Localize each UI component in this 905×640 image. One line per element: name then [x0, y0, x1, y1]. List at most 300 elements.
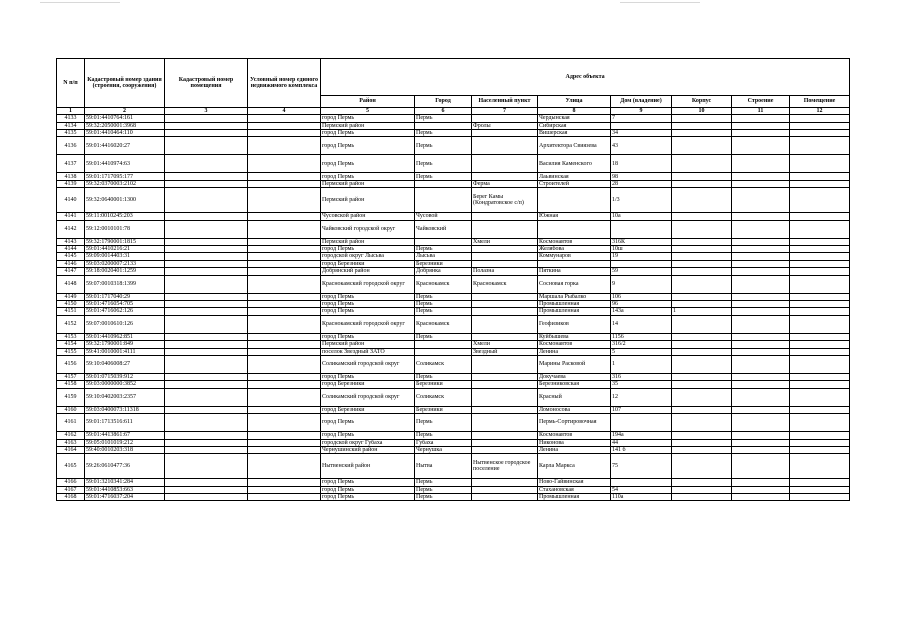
conditional-number-cell: [248, 454, 321, 479]
locality-cell: [472, 439, 538, 446]
conditional-number-cell: [248, 137, 321, 155]
korpus-cell: [672, 355, 732, 373]
city-cell: Чусовой: [415, 213, 472, 220]
korpus-cell: [672, 268, 732, 275]
col-number: 11: [732, 108, 790, 115]
objects-table: [56, 58, 850, 501]
table-row: [57, 213, 850, 220]
pomeshchenie-cell: [790, 180, 850, 187]
room-cadastral-number-cell: [165, 373, 248, 380]
locality-cell: [472, 173, 538, 180]
cadastral-number-cell: 59:32:1790001:849: [85, 341, 165, 348]
pomeshchenie-cell: [790, 260, 850, 267]
cadastral-number-cell: 59:01:4410764:161: [85, 115, 165, 122]
house-cell: 107: [611, 406, 672, 413]
row-number-cell: 4139: [57, 180, 85, 187]
locality-cell: [472, 373, 538, 380]
conditional-number-cell: [248, 341, 321, 348]
district-cell: город Березники: [321, 381, 415, 388]
row-number-cell: 4148: [57, 275, 85, 293]
house-cell: [611, 122, 672, 129]
table-row: [57, 388, 850, 406]
district-cell: городской округ Губаха: [321, 439, 415, 446]
locality-cell: Полазна: [472, 268, 538, 275]
korpus-cell: [672, 220, 732, 238]
stroenie-cell: [732, 293, 790, 300]
stroenie-cell: [732, 155, 790, 173]
stroenie-cell: [732, 406, 790, 413]
room-cadastral-number-cell: [165, 341, 248, 348]
district-cell: Добрянский район: [321, 268, 415, 275]
street-cell: Космонавтов: [538, 341, 611, 348]
col-header-house: Дом (владение): [611, 96, 672, 108]
col-header-pomeshchenie: Помещение: [790, 96, 850, 108]
city-cell: Соликамск: [415, 355, 472, 373]
stroenie-cell: [732, 333, 790, 340]
table-row: [57, 315, 850, 333]
house-cell: 1156: [611, 333, 672, 340]
street-cell: Сосновая горка: [538, 275, 611, 293]
table-row: [57, 115, 850, 122]
col-number: 10: [672, 108, 732, 115]
room-cadastral-number-cell: [165, 300, 248, 307]
house-cell: 106: [611, 293, 672, 300]
room-cadastral-number-cell: [165, 381, 248, 388]
house-cell: [611, 260, 672, 267]
cadastral-number-cell: 59:01:4416020:27: [85, 137, 165, 155]
room-cadastral-number-cell: [165, 213, 248, 220]
row-number-cell: 4143: [57, 238, 85, 245]
col-header-stroenie: Строение: [732, 96, 790, 108]
room-cadastral-number-cell: [165, 155, 248, 173]
house-cell: 194а: [611, 432, 672, 439]
row-number-cell: 4168: [57, 494, 85, 501]
district-cell: город Пермь: [321, 308, 415, 315]
korpus-cell: [672, 173, 732, 180]
room-cadastral-number-cell: [165, 432, 248, 439]
locality-cell: [472, 308, 538, 315]
locality-cell: [472, 333, 538, 340]
house-cell: 9: [611, 275, 672, 293]
city-cell: Добрянка: [415, 268, 472, 275]
room-cadastral-number-cell: [165, 253, 248, 260]
district-cell: город Пермь: [321, 333, 415, 340]
street-cell: Никонова: [538, 439, 611, 446]
table-header: [57, 59, 850, 115]
row-number-cell: 4133: [57, 115, 85, 122]
room-cadastral-number-cell: [165, 173, 248, 180]
conditional-number-cell: [248, 293, 321, 300]
stroenie-cell: [732, 173, 790, 180]
pomeshchenie-cell: [790, 115, 850, 122]
col-header-locality: Населенный пункт: [472, 96, 538, 108]
stroenie-cell: [732, 253, 790, 260]
district-cell: город Пермь: [321, 373, 415, 380]
pomeshchenie-cell: [790, 220, 850, 238]
table-row: [57, 355, 850, 373]
district-cell: город Пермь: [321, 486, 415, 493]
stroenie-cell: [732, 213, 790, 220]
district-cell: город Пермь: [321, 494, 415, 501]
room-cadastral-number-cell: [165, 333, 248, 340]
pomeshchenie-cell: [790, 137, 850, 155]
district-cell: Пермский район: [321, 238, 415, 245]
locality-cell: [472, 479, 538, 486]
stroenie-cell: [732, 137, 790, 155]
korpus-cell: [672, 348, 732, 355]
row-number-cell: 4158: [57, 381, 85, 388]
cadastral-number-cell: 59:01:4410464:110: [85, 130, 165, 137]
locality-cell: [472, 130, 538, 137]
room-cadastral-number-cell: [165, 439, 248, 446]
korpus-cell: [672, 188, 732, 213]
row-number-cell: 4146: [57, 260, 85, 267]
table-row: [57, 406, 850, 413]
col-number: 5: [321, 108, 415, 115]
city-cell: Соликамск: [415, 388, 472, 406]
conditional-number-cell: [248, 268, 321, 275]
pomeshchenie-cell: [790, 315, 850, 333]
district-cell: город Пермь: [321, 115, 415, 122]
stroenie-cell: [732, 432, 790, 439]
street-cell: Стахановская: [538, 486, 611, 493]
street-cell: [538, 188, 611, 213]
col-number: 1: [57, 108, 85, 115]
col-header-cad-room: Кадастровый номер помещения: [165, 59, 248, 108]
conditional-number-cell: [248, 432, 321, 439]
room-cadastral-number-cell: [165, 268, 248, 275]
col-number: 12: [790, 108, 850, 115]
table-row: [57, 432, 850, 439]
city-cell: Пермь: [415, 432, 472, 439]
korpus-cell: [672, 432, 732, 439]
cadastral-number-cell: 59:01:4410974:63: [85, 155, 165, 173]
locality-cell: [472, 293, 538, 300]
pomeshchenie-cell: [790, 432, 850, 439]
pomeshchenie-cell: [790, 253, 850, 260]
stroenie-cell: [732, 454, 790, 479]
cadastral-number-cell: 59:03:0200007:2133: [85, 260, 165, 267]
district-cell: Чусовской район: [321, 213, 415, 220]
stroenie-cell: [732, 486, 790, 493]
house-cell: 12: [611, 388, 672, 406]
korpus-cell: [672, 446, 732, 453]
stroenie-cell: [732, 115, 790, 122]
row-number-cell: 4165: [57, 454, 85, 479]
locality-cell: Фролы: [472, 122, 538, 129]
street-cell: Космонавтов: [538, 238, 611, 245]
cadastral-number-cell: 59:01:0715039:912: [85, 373, 165, 380]
conditional-number-cell: [248, 333, 321, 340]
room-cadastral-number-cell: [165, 348, 248, 355]
district-cell: город Пермь: [321, 300, 415, 307]
city-cell: Чернушка: [415, 446, 472, 453]
street-cell: [538, 220, 611, 238]
pomeshchenie-cell: [790, 293, 850, 300]
city-cell: Краснокамск: [415, 315, 472, 333]
locality-cell: Нытвенское городское поселение: [472, 454, 538, 479]
col-header-address: Адрес объекта: [321, 59, 850, 96]
cadastral-number-cell: 59:10:0406008:27: [85, 355, 165, 373]
street-cell: Промышленная: [538, 300, 611, 307]
cadastral-number-cell: 59:01:4410853:663: [85, 486, 165, 493]
room-cadastral-number-cell: [165, 220, 248, 238]
district-cell: Пермский район: [321, 122, 415, 129]
district-cell: Пермский район: [321, 180, 415, 187]
city-cell: [415, 180, 472, 187]
pomeshchenie-cell: [790, 414, 850, 432]
room-cadastral-number-cell: [165, 137, 248, 155]
room-cadastral-number-cell: [165, 246, 248, 253]
korpus-cell: [672, 333, 732, 340]
row-number-cell: 4155: [57, 348, 85, 355]
table-row: [57, 341, 850, 348]
row-number-cell: 4140: [57, 188, 85, 213]
korpus-cell: [672, 454, 732, 479]
scan-edge-mark: [620, 2, 700, 3]
cadastral-number-cell: 59:32:0370003:2102: [85, 180, 165, 187]
row-number-cell: 4149: [57, 293, 85, 300]
locality-cell: [472, 315, 538, 333]
cadastral-number-cell: 59:01:3210341:284: [85, 479, 165, 486]
conditional-number-cell: [248, 220, 321, 238]
pomeshchenie-cell: [790, 341, 850, 348]
room-cadastral-number-cell: [165, 355, 248, 373]
cadastral-number-cell: 59:01:1717095:177: [85, 173, 165, 180]
district-cell: Пермский район: [321, 188, 415, 213]
pomeshchenie-cell: [790, 188, 850, 213]
row-number-cell: 4147: [57, 268, 85, 275]
conditional-number-cell: [248, 486, 321, 493]
street-cell: Лаьвинская: [538, 173, 611, 180]
cadastral-number-cell: 59:01:4410962:851: [85, 333, 165, 340]
house-cell: 96: [611, 300, 672, 307]
cadastral-number-cell: 59:01:4716037:204: [85, 494, 165, 501]
cadastral-number-cell: 59:03:0400073:11318: [85, 406, 165, 413]
street-cell: Южная: [538, 213, 611, 220]
korpus-cell: [672, 373, 732, 380]
district-cell: поселок Звездный ЗАТО: [321, 348, 415, 355]
col-number: 7: [472, 108, 538, 115]
col-header-cad-building: Кадастровый номер здания (строения, сооружения): [85, 59, 165, 108]
conditional-number-cell: [248, 173, 321, 180]
house-cell: 43: [611, 137, 672, 155]
street-cell: Строителей: [538, 180, 611, 187]
district-cell: город Березники: [321, 406, 415, 413]
korpus-cell: [672, 341, 732, 348]
locality-cell: [472, 446, 538, 453]
city-cell: Нытва: [415, 454, 472, 479]
house-cell: 10ш: [611, 246, 672, 253]
stroenie-cell: [732, 355, 790, 373]
stroenie-cell: [732, 130, 790, 137]
conditional-number-cell: [248, 122, 321, 129]
row-number-cell: 4134: [57, 122, 85, 129]
row-number-cell: 4152: [57, 315, 85, 333]
pomeshchenie-cell: [790, 439, 850, 446]
district-cell: Нытвенский район: [321, 454, 415, 479]
row-number-cell: 4154: [57, 341, 85, 348]
conditional-number-cell: [248, 300, 321, 307]
city-cell: Березники: [415, 406, 472, 413]
conditional-number-cell: [248, 348, 321, 355]
street-cell: Желябова: [538, 246, 611, 253]
room-cadastral-number-cell: [165, 238, 248, 245]
stroenie-cell: [732, 300, 790, 307]
stroenie-cell: [732, 238, 790, 245]
row-number-cell: 4142: [57, 220, 85, 238]
city-cell: [415, 341, 472, 348]
street-cell: Вишерская: [538, 130, 611, 137]
conditional-number-cell: [248, 439, 321, 446]
cadastral-number-cell: 59:05:0101019:212: [85, 439, 165, 446]
city-cell: [415, 188, 472, 213]
korpus-cell: [672, 293, 732, 300]
korpus-cell: [672, 381, 732, 388]
city-cell: Пермь: [415, 130, 472, 137]
stroenie-cell: [732, 446, 790, 453]
street-cell: Карла Маркса: [538, 454, 611, 479]
korpus-cell: [672, 238, 732, 245]
korpus-cell: [672, 439, 732, 446]
city-cell: Пермь: [415, 300, 472, 307]
pomeshchenie-cell: [790, 381, 850, 388]
street-cell: Геофизиков: [538, 315, 611, 333]
house-cell: 141 б: [611, 446, 672, 453]
stroenie-cell: [732, 180, 790, 187]
korpus-cell: [672, 246, 732, 253]
table-row: [57, 494, 850, 501]
street-cell: Пермь-Сортировочная: [538, 414, 611, 432]
house-cell: [611, 414, 672, 432]
col-header-street: Улица: [538, 96, 611, 108]
table-row: [57, 238, 850, 245]
row-number-cell: 4159: [57, 388, 85, 406]
korpus-cell: [672, 155, 732, 173]
row-number-cell: 4157: [57, 373, 85, 380]
locality-cell: Хмели: [472, 341, 538, 348]
district-cell: городской округ Лысьва: [321, 253, 415, 260]
cadastral-number-cell: 59:01:4413861:67: [85, 432, 165, 439]
street-cell: Маршала Рыбалко: [538, 293, 611, 300]
room-cadastral-number-cell: [165, 446, 248, 453]
row-number-cell: 4163: [57, 439, 85, 446]
house-cell: 28: [611, 180, 672, 187]
room-cadastral-number-cell: [165, 260, 248, 267]
stroenie-cell: [732, 479, 790, 486]
conditional-number-cell: [248, 238, 321, 245]
district-cell: Пермский район: [321, 341, 415, 348]
locality-cell: Звездный: [472, 348, 538, 355]
row-number-cell: 4161: [57, 414, 85, 432]
row-number-cell: 4141: [57, 213, 85, 220]
table-row: [57, 414, 850, 432]
col-number: 3: [165, 108, 248, 115]
district-cell: город Пермь: [321, 479, 415, 486]
house-cell: 143а: [611, 308, 672, 315]
conditional-number-cell: [248, 253, 321, 260]
room-cadastral-number-cell: [165, 275, 248, 293]
district-cell: город Пермь: [321, 246, 415, 253]
table-row: [57, 155, 850, 173]
table-row: [57, 439, 850, 446]
city-cell: Пермь: [415, 293, 472, 300]
house-cell: 110а: [611, 494, 672, 501]
district-cell: Чайковский городской округ: [321, 220, 415, 238]
city-cell: Пермь: [415, 155, 472, 173]
conditional-number-cell: [248, 446, 321, 453]
house-cell: 316: [611, 373, 672, 380]
district-cell: город Пермь: [321, 293, 415, 300]
row-number-cell: 4144: [57, 246, 85, 253]
pomeshchenie-cell: [790, 130, 850, 137]
city-cell: Пермь: [415, 494, 472, 501]
cadastral-number-cell: 59:12:0010101:78: [85, 220, 165, 238]
locality-cell: Хмели: [472, 238, 538, 245]
conditional-number-cell: [248, 479, 321, 486]
stroenie-cell: [732, 220, 790, 238]
row-number-cell: 4153: [57, 333, 85, 340]
table-row: [57, 220, 850, 238]
pomeshchenie-cell: [790, 333, 850, 340]
col-header-city: Город: [415, 96, 472, 108]
cadastral-number-cell: 59:01:4410216:21: [85, 246, 165, 253]
district-cell: город Пермь: [321, 173, 415, 180]
conditional-number-cell: [248, 388, 321, 406]
pomeshchenie-cell: [790, 173, 850, 180]
stroenie-cell: [732, 341, 790, 348]
district-cell: Краснокамский городской округ: [321, 315, 415, 333]
conditional-number-cell: [248, 373, 321, 380]
korpus-cell: [672, 406, 732, 413]
street-cell: Березниковская: [538, 381, 611, 388]
house-cell: 1/3: [611, 188, 672, 213]
locality-cell: [472, 220, 538, 238]
locality-cell: [472, 300, 538, 307]
cadastral-number-cell: 59:01:1717040:29: [85, 293, 165, 300]
stroenie-cell: [732, 414, 790, 432]
conditional-number-cell: [248, 180, 321, 187]
row-number-cell: 4137: [57, 155, 85, 173]
city-cell: Губаха: [415, 439, 472, 446]
city-cell: [415, 348, 472, 355]
house-cell: 5: [611, 348, 672, 355]
room-cadastral-number-cell: [165, 479, 248, 486]
street-cell: Ломоносова: [538, 406, 611, 413]
room-cadastral-number-cell: [165, 494, 248, 501]
row-number-cell: 4156: [57, 355, 85, 373]
street-cell: Коммунаров: [538, 253, 611, 260]
pomeshchenie-cell: [790, 122, 850, 129]
house-cell: [611, 220, 672, 238]
house-cell: 316К: [611, 238, 672, 245]
row-number-cell: 4150: [57, 300, 85, 307]
row-number-cell: 4166: [57, 479, 85, 486]
korpus-cell: [672, 213, 732, 220]
table-row: [57, 300, 850, 307]
row-number-cell: 4162: [57, 432, 85, 439]
conditional-number-cell: [248, 494, 321, 501]
col-number: 6: [415, 108, 472, 115]
house-cell: 19: [611, 253, 672, 260]
stroenie-cell: [732, 260, 790, 267]
stroenie-cell: [732, 122, 790, 129]
korpus-cell: [672, 388, 732, 406]
district-cell: Соликамский городской округ: [321, 388, 415, 406]
street-cell: Космонавтов: [538, 432, 611, 439]
district-cell: город Пермь: [321, 130, 415, 137]
cadastral-number-cell: 59:03:0000000:3852: [85, 381, 165, 388]
